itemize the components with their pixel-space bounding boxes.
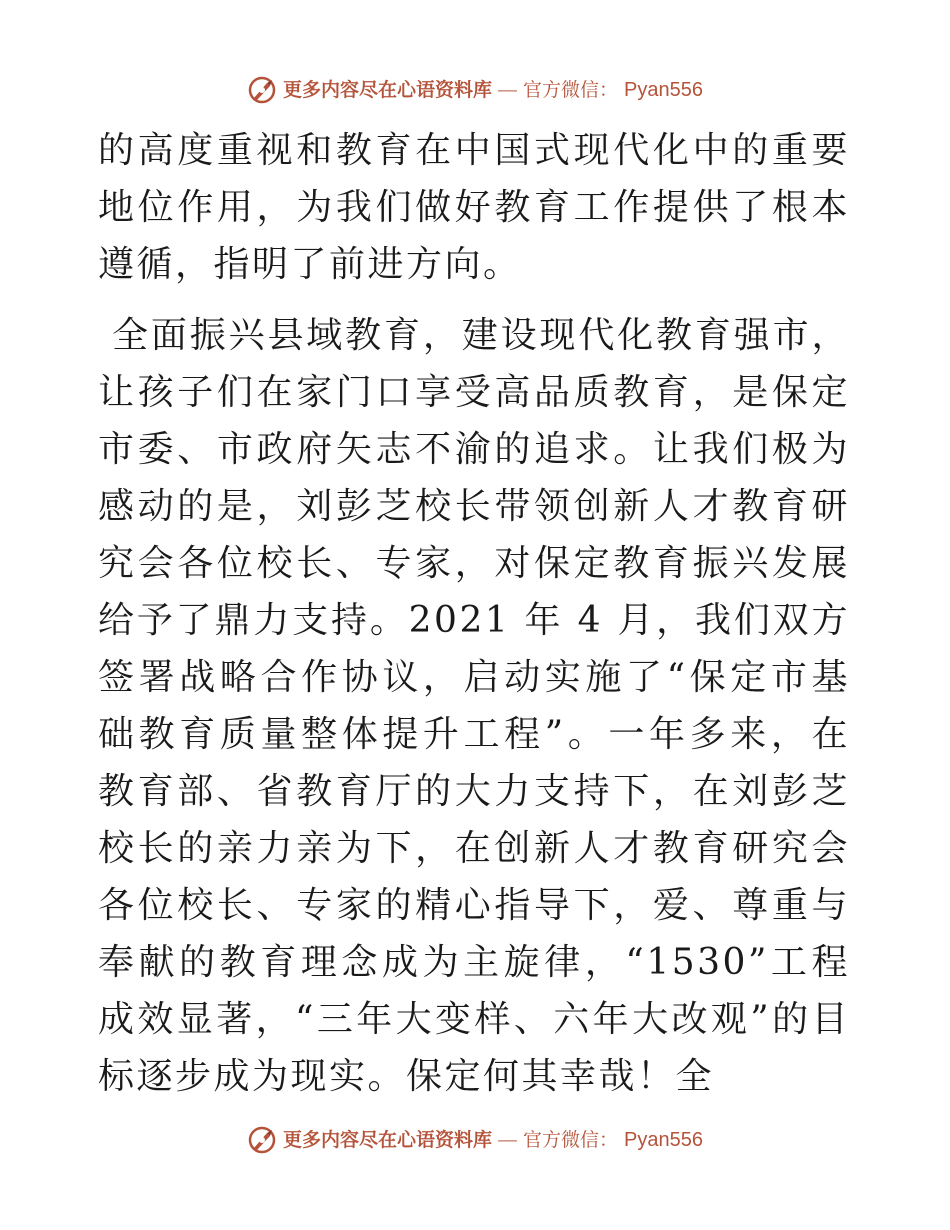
document-body — [98, 122, 850, 1105]
footer-wechat-label: 官方微信： — [523, 1128, 619, 1151]
quill-pen-logo-icon — [247, 1125, 277, 1155]
header-separator: — — [498, 79, 518, 101]
quill-pen-logo-icon — [247, 75, 277, 105]
page-header-watermark — [0, 70, 950, 110]
footer-wechat-id: Pyan556 — [624, 1129, 703, 1151]
header-wechat-label: 官方微信： — [523, 78, 619, 101]
footer-separator: — — [498, 1129, 518, 1151]
footer-brand-text: 更多内容尽在心语资料库 — [283, 1128, 493, 1151]
paragraph-1: 的高度重视和教育在中国式现代化中的重要地位作用，为我们做好教育工作提供了根本遵循，指明了前进方向。 — [98, 130, 850, 285]
header-wechat-id: Pyan556 — [624, 79, 703, 101]
header-brand-text: 更多内容尽在心语资料库 — [283, 78, 493, 101]
page-footer-watermark — [0, 1120, 950, 1160]
paragraph-2: 全面振兴县域教育，建设现代化教育强市，让孩子们在家门口享受高品质教育，是保定市委、市政府矢志不渝的追求。让我们极为感动的是，刘彭芝校长带领创新人才教育研究会各位校长、专家，对保定教育振兴发展给予了鼎力支持。2021 年 4 月，我们双方签署战略合作协议，启动实施了“保定市基础教育质量整体提升工程”。一年多来，在教育部、省教育厅的大力支持下，在刘彭芝校长的亲力亲为下，在创新人才教育研究会各位校长、专家的精心指导下，爱、尊重与奉献的教育理念成为主旋律，“1530”工程成效显著，“三年大变样、六年大改观”的目标逐步成为现实。保定何其幸哉！全 — [98, 315, 850, 1097]
